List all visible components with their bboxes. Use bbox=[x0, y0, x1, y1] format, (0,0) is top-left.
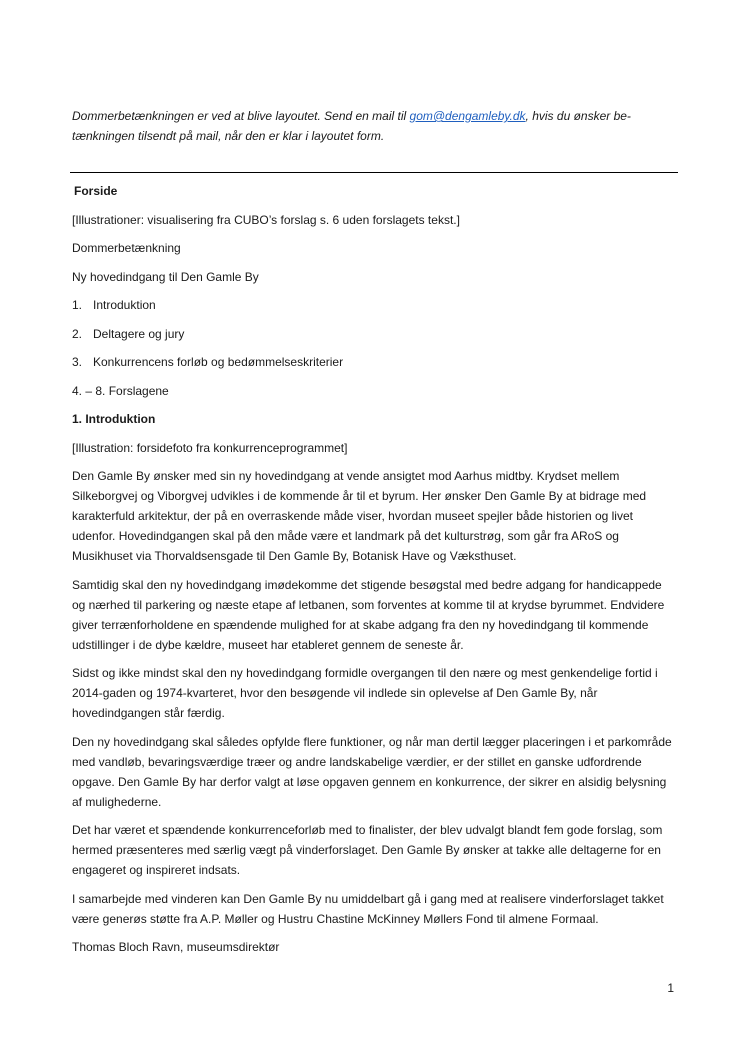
notice-text-end: , hvis du ønsker be-tænkningen tilsendt på mail, når den er klar i layoutet form. bbox=[72, 109, 631, 143]
body-paragraph: I samarbejde med vinderen kan Den Gamle By nu umiddelbart gå i gang med at realisere vinderforslaget takket være generøs støtte fra A.P. Møller og Hustru Chastine McKinney Møllers Fond til almene Formaal. bbox=[72, 891, 664, 926]
body-paragraph: Den ny hovedindgang skal således opfylde flere funktioner, og når man dertil lægger placeringen i et parkområde med vandløb, bevaringsværdige træer og andre landskabelige værdier, er der stillet en ganske udfordrende opgave. Den Gamle By har derfor valgt at løse opgaven gennem en konkurrence, der sikrer en alsidig belysning af mulighederne. bbox=[72, 734, 672, 809]
body-paragraph: Den Gamle By ønsker med sin ny hovedindgang at vende ansigtet mod Aarhus midtby. Krydset mellem Silkeborgvej og Viborgvej udvikles i de kommende år til et byrum. Her ønsker Den Gamle By at bidrage med karakterfuld arkitektur, der på en overraskende måde viser, hvordan museet spejler både historien og livet udenfor. Hovedindgangen skal på den måde være et landmark på det kulturstrøg, som går fra ARoS og Musikhuset via Thorvaldsensgade til Den Gamle By, Botanisk Have og Væksthuset. bbox=[72, 469, 647, 563]
toc-range: 4. – 8. Forslagene bbox=[72, 383, 169, 398]
toc-label: Konkurrencens forløb og bedømmelseskriterier bbox=[93, 355, 344, 369]
notice-text-start: Dommerbetænkningen er ved at blive layoutet. Send en mail til bbox=[72, 109, 410, 123]
cover-title: Ny hovedindgang til Den Gamle By bbox=[72, 269, 259, 284]
email-link[interactable]: gom@dengamleby.dk bbox=[409, 109, 526, 123]
cover-doc-type: Dommerbetænkning bbox=[72, 241, 181, 255]
body-paragraph: Samtidig skal den ny hovedindgang imødekomme det stigende besøgstal med bedre adgang for handicappede og nærhed til parkering og næste etape af letbanen, som forventes at komme til at krydse byrummet. Endvidere giver terrænforholdene en spændende mulighed for at skabe adgang fra den ny hovedindgang til kommende udstillinger i de dybe kældre, museet har etableret gennem de seneste år. bbox=[72, 577, 665, 652]
body-paragraph: Sidst og ikke mindst skal den ny hovedindgang formidle overgangen til den nære og mest genkendelige fortid i 2014-gaden og 1974-kvarteret, hvor den besøgende vil indlede sin oplevelse af Den Gamle By, når hovedindgangen står færdig. bbox=[72, 666, 658, 720]
toc-label: Introduktion bbox=[93, 298, 156, 312]
toc-item bbox=[72, 295, 672, 315]
toc-number: 2. bbox=[72, 326, 83, 341]
layout-notice bbox=[72, 106, 672, 146]
horizontal-divider bbox=[70, 172, 678, 173]
toc-number: 3. bbox=[72, 355, 83, 369]
toc-item bbox=[72, 352, 672, 372]
cover-heading: Forside bbox=[74, 184, 118, 198]
cover-illustration-note: [Illustrationer: visualisering fra CUBO’s forslag s. 6 uden forslagets tekst.] bbox=[72, 212, 460, 227]
page-number: 1 bbox=[667, 981, 674, 995]
section-heading: 1. Introduktion bbox=[72, 412, 156, 426]
toc-number: 1. bbox=[72, 298, 83, 312]
section-illustration-note: [Illustration: forsidefoto fra konkurrenceprogrammet] bbox=[72, 440, 348, 455]
toc-item bbox=[72, 324, 672, 344]
signature: Thomas Bloch Ravn, museumsdirektør bbox=[72, 940, 280, 954]
toc-label: Deltagere og jury bbox=[93, 326, 185, 341]
document-body bbox=[72, 181, 672, 957]
body-paragraph: Det har været et spændende konkurrenceforløb med to finalister, der blev udvalgt blandt fem gode forslag, som hermed præsenteres med særlig vægt på vinderforslaget. Den Gamle By ønsker at takke alle deltagerne for en engageret og inspireret indsats. bbox=[72, 823, 663, 877]
